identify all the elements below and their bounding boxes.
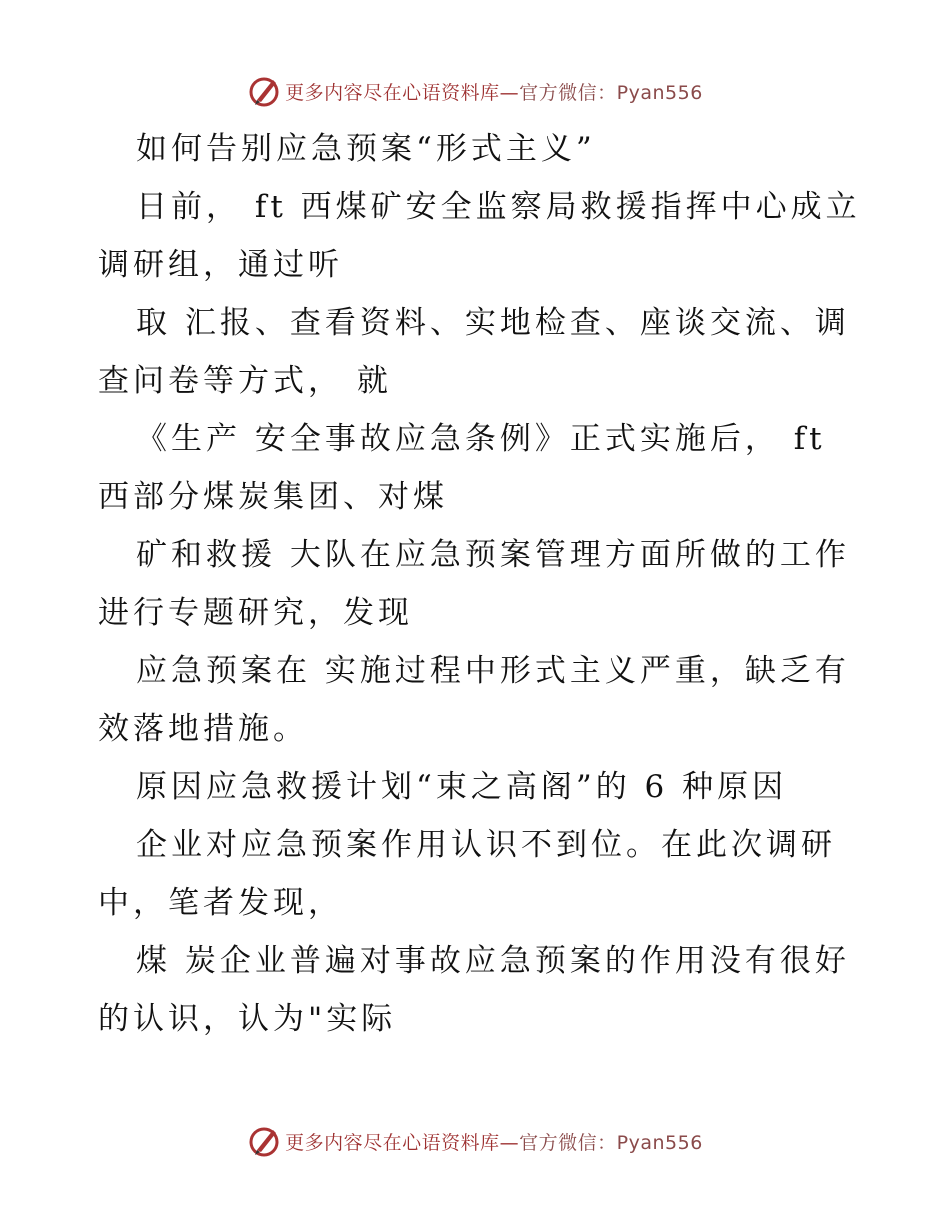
paragraph-line: 中，笔者发现， [98, 885, 343, 921]
banner-main-text: 更多内容尽在心语资料库 [285, 81, 500, 104]
banner-dash: — [499, 1131, 520, 1154]
banner-wechat-text: 官方微信：Pyan556 [519, 81, 703, 104]
paragraph-line: 企业对应急预案作用认识不到位。在此次调研 [136, 827, 836, 863]
banner-dash: — [499, 81, 520, 104]
paragraph-line: 的认识，认为"实际 [98, 1001, 397, 1037]
document-body [98, 120, 861, 1048]
pen-logo-icon [247, 74, 281, 108]
paragraph-line: 进行专题研究，发现 [98, 595, 413, 631]
paragraph-line: 调研组，通过听 [98, 247, 343, 283]
paragraph-line: 日前， ft 西煤矿安全监察局救援指挥中心成立 [136, 189, 861, 225]
banner-wechat-text: 官方微信：Pyan556 [519, 1131, 703, 1154]
footer-watermark [0, 1121, 950, 1161]
paragraph-line: 取 汇报、查看资料、实地检查、座谈交流、调 [136, 305, 850, 341]
paragraph-line: 煤 炭企业普遍对事故应急预案的作用没有很好 [136, 943, 850, 979]
paragraph-line: 西部分煤炭集团、对煤 [98, 479, 448, 515]
paragraph-line: 查问卷等方式， 就 [98, 363, 392, 399]
document-title: 如何告别应急预案“形式主义” [136, 131, 596, 167]
paragraph-line: 效落地措施。 [98, 711, 308, 747]
paragraph-line: 《生产 安全事故应急条例》正式实施后， ft [136, 421, 826, 457]
header-watermark [0, 71, 950, 111]
banner-main-text: 更多内容尽在心语资料库 [285, 1131, 500, 1154]
paragraph-line: 应急预案在 实施过程中形式主义严重，缺乏有 [136, 653, 850, 689]
pen-logo-icon [247, 1124, 281, 1158]
paragraph-line: 矿和救援 大队在应急预案管理方面所做的工作 [136, 537, 850, 573]
section-heading: 原因应急救援计划“束之高阁”的 6 种原因 [136, 769, 788, 805]
